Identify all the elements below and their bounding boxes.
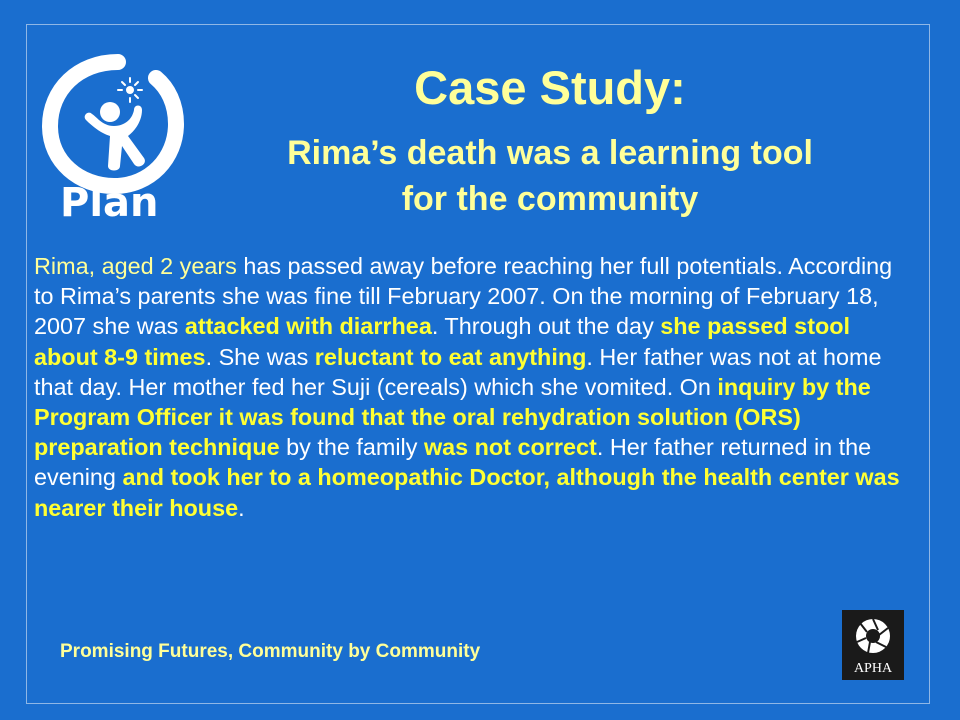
- highlight-run: inquiry by the Program Officer it was found that the oral rehydration solution (ORS) preparation technique: [34, 373, 871, 461]
- highlight-run: attacked with diarrhea: [184, 313, 432, 340]
- slide-subtitle: [200, 130, 900, 222]
- text-run: . Through out the day: [431, 313, 661, 340]
- highlight-run: she passed stool about 8-9 times: [34, 313, 851, 370]
- highlight-run: reluctant to eat anything: [314, 343, 587, 370]
- text-run: . Her father returned in the evening: [34, 434, 872, 491]
- highlight-run: and took her to a homeopathic Doctor, although the health center was nearer their house: [34, 464, 900, 521]
- slide-title: Case Study:: [414, 61, 686, 114]
- subtitle-line-2: for the community: [401, 180, 699, 218]
- plan-logo: [38, 54, 186, 224]
- case-study-paragraph: [34, 251, 914, 523]
- apha-logo: [842, 610, 904, 680]
- plan-logo-text: Plan: [60, 180, 159, 224]
- text-run: has passed away before reaching her full potentials. According to Rima’s parents she was fine till February 2007. On the morning of February 18, 2007 she was: [34, 253, 893, 340]
- text-run: . Her father was not at home that day. Her mother fed her Suji (cereals) which she vomited. On: [34, 343, 882, 400]
- text-run: . She was: [205, 343, 315, 370]
- camera-shutter-icon: [842, 610, 904, 680]
- highlight-run: was not correct: [423, 434, 597, 461]
- footer-tagline: Promising Futures, Community by Community: [60, 641, 481, 662]
- apha-logo-text: APHA: [853, 661, 893, 676]
- text-run: Rima, aged 2 years: [34, 253, 237, 279]
- text-run: by the family: [279, 434, 424, 461]
- plan-logo-icon: [38, 54, 186, 224]
- text-run: .: [238, 494, 245, 521]
- subtitle-line-1: Rima’s death was a learning tool: [287, 134, 813, 172]
